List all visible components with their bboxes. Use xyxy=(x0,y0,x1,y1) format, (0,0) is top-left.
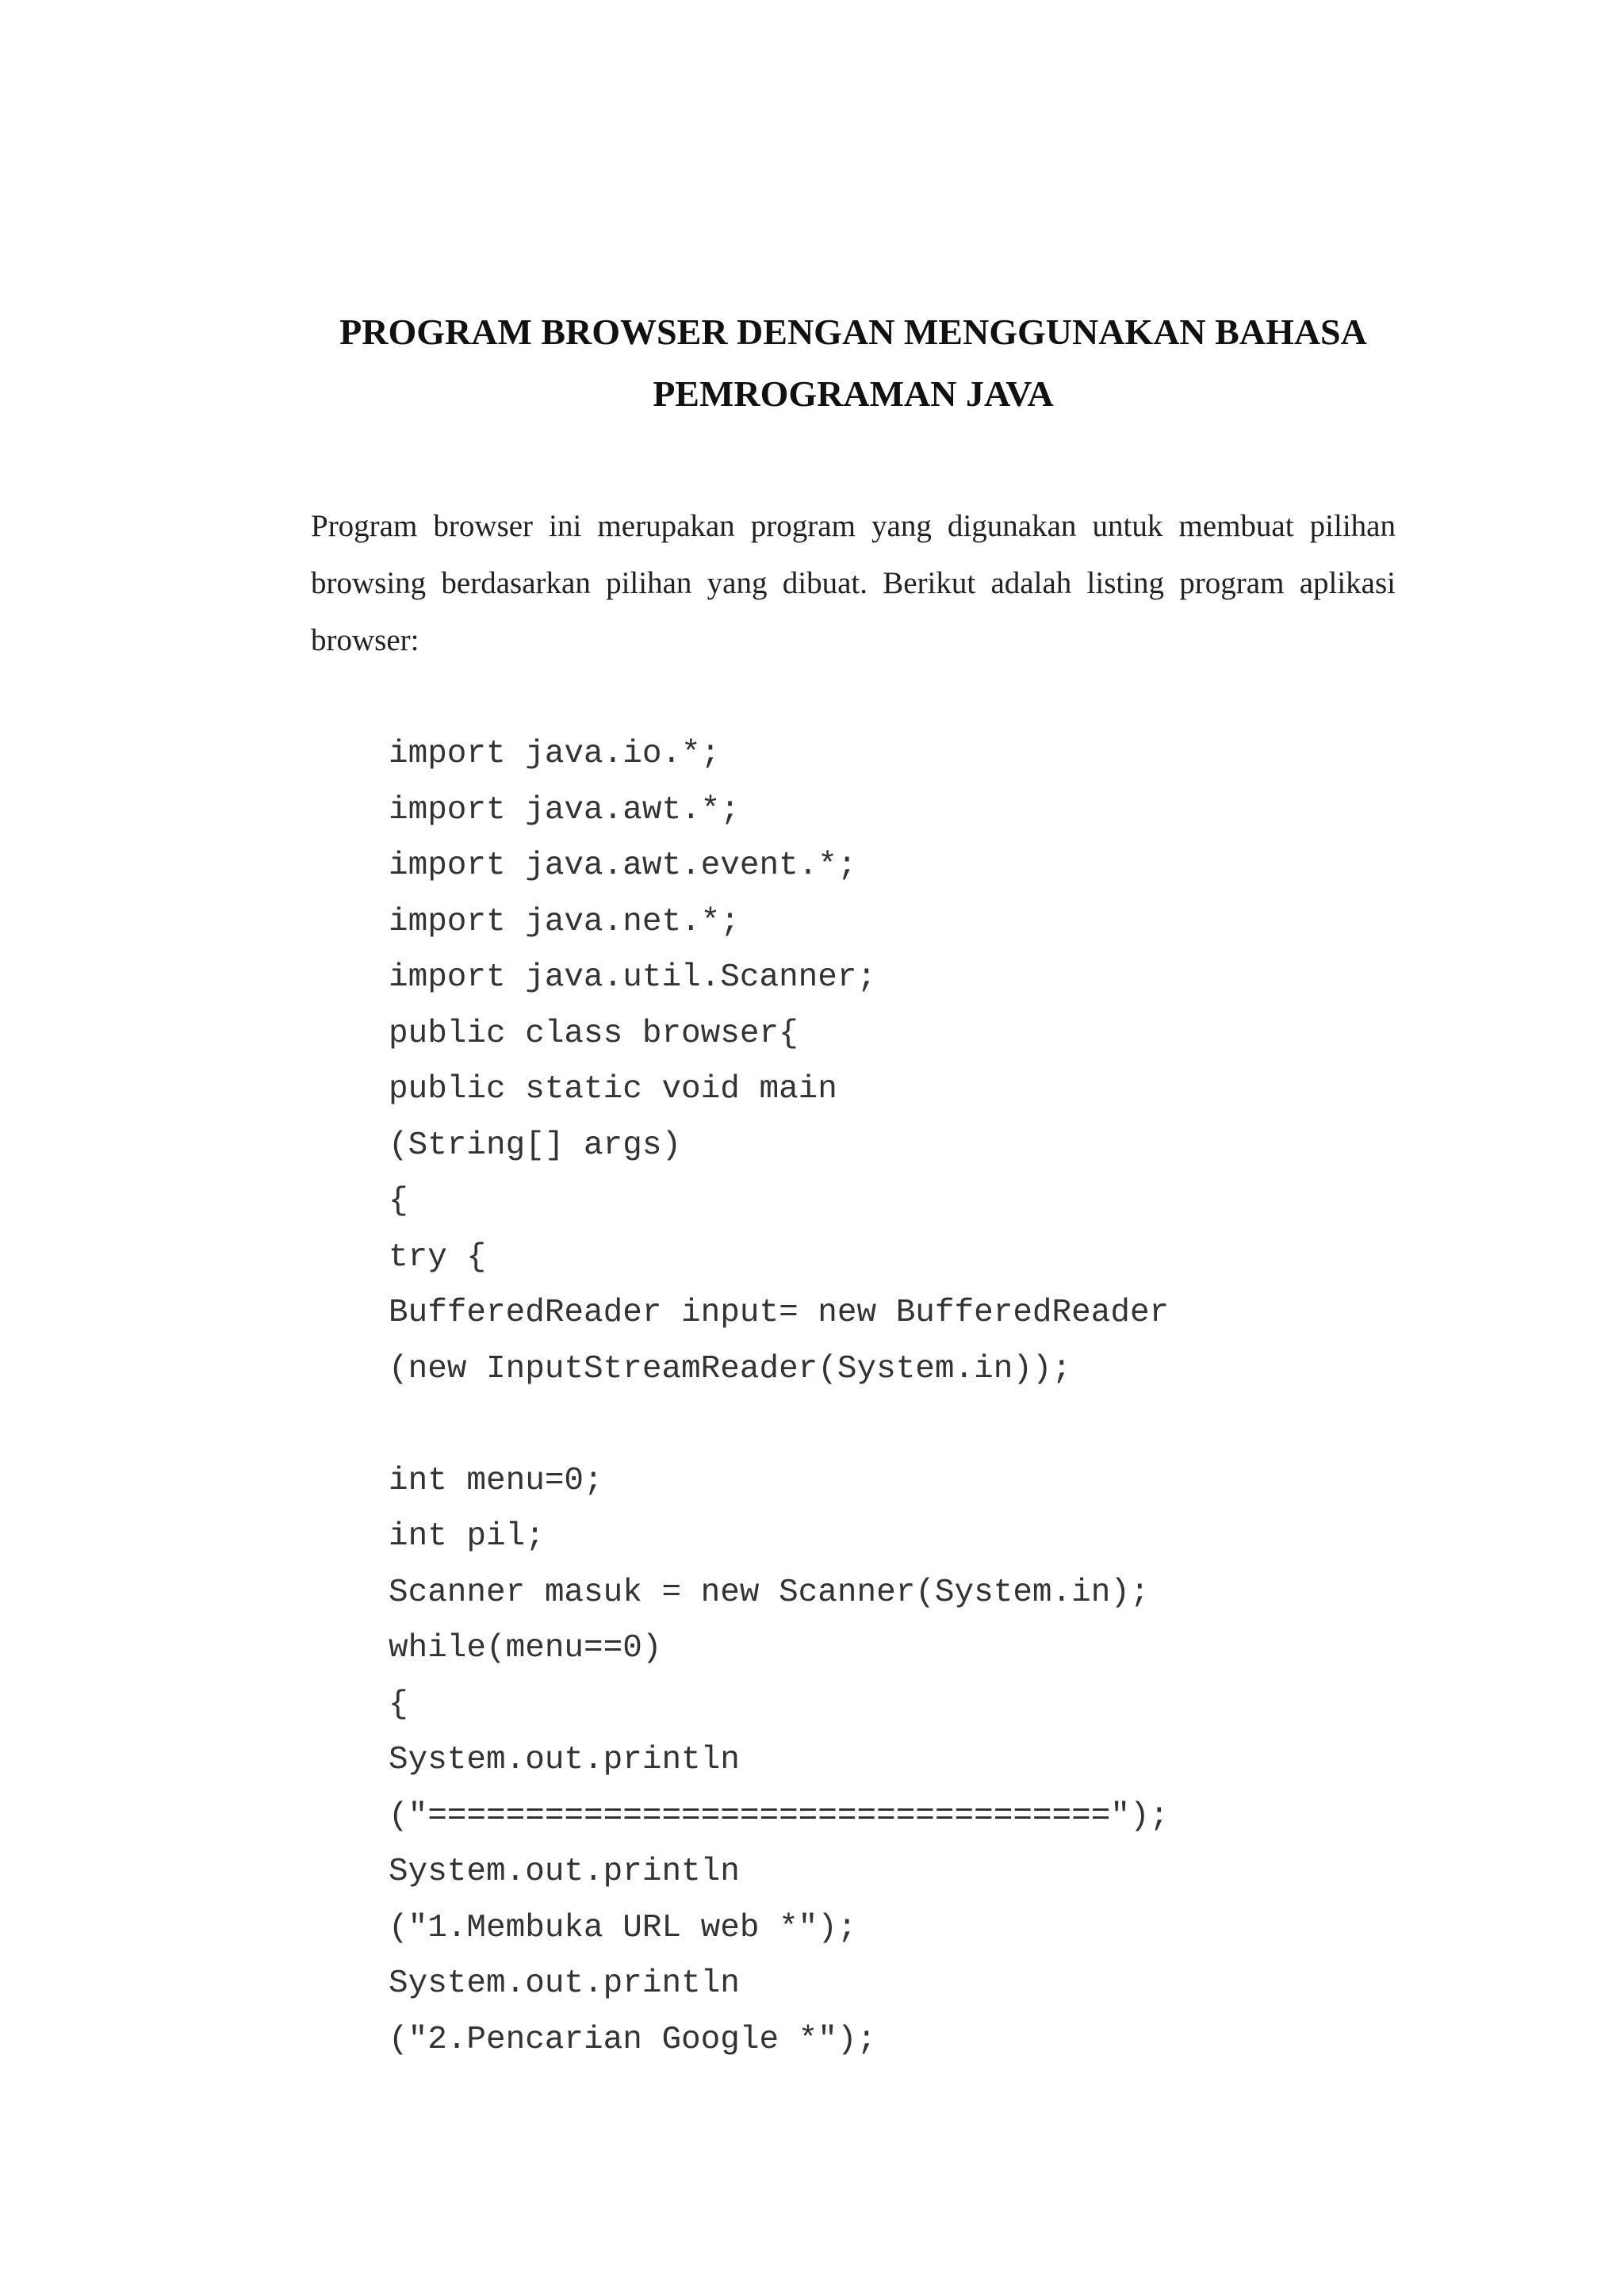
intro-line-3: browser: xyxy=(311,623,419,657)
document-title xyxy=(311,301,1396,425)
intro-line-1: Program browser ini merupakan program yang digunakan untuk membuat pilihan xyxy=(311,509,1396,543)
code-line: int pil; xyxy=(389,1518,545,1555)
code-line: public static void main xyxy=(389,1071,837,1108)
intro-line-2: browsing berdasarkan pilihan yang dibuat. Berikut adalah listing program aplikasi xyxy=(311,566,1396,600)
code-line: System.out.println xyxy=(389,1742,740,1778)
code-listing xyxy=(389,726,1419,2068)
code-line: System.out.println xyxy=(389,1854,740,1890)
title-line-1: PROGRAM BROWSER DENGAN MENGGUNAKAN BAHASA xyxy=(339,312,1367,352)
code-line: (String[] args) xyxy=(389,1127,682,1164)
code-line: ("1.Membuka URL web *"); xyxy=(389,1909,857,1946)
code-line: int menu=0; xyxy=(389,1462,603,1499)
code-line: ("==================================="); xyxy=(389,1797,1170,1835)
code-line: import java.io.*; xyxy=(389,736,721,772)
code-line: import java.awt.event.*; xyxy=(389,848,857,884)
code-line: try { xyxy=(389,1238,487,1276)
code-line: BufferedReader input= new BufferedReader xyxy=(389,1295,1170,1331)
code-line: ("2.Pencarian Google *"); xyxy=(389,2021,877,2058)
code-line: System.out.println xyxy=(389,1965,740,2002)
code-line: import java.awt.*; xyxy=(389,791,740,828)
code-line: { xyxy=(389,1686,408,1723)
intro-paragraph xyxy=(311,498,1396,669)
code-line: import java.net.*; xyxy=(389,903,740,940)
code-line: import java.util.Scanner; xyxy=(389,959,877,996)
code-line: Scanner masuk = new Scanner(System.in); xyxy=(389,1574,1150,1611)
code-line: (new InputStreamReader(System.in)); xyxy=(389,1350,1072,1387)
code-line: public class browser{ xyxy=(389,1015,799,1052)
title-line-2: PEMROGRAMAN JAVA xyxy=(653,373,1054,414)
code-line-blank xyxy=(389,1397,1419,1453)
code-line: while(menu==0) xyxy=(389,1630,662,1667)
code-line: { xyxy=(389,1183,408,1219)
